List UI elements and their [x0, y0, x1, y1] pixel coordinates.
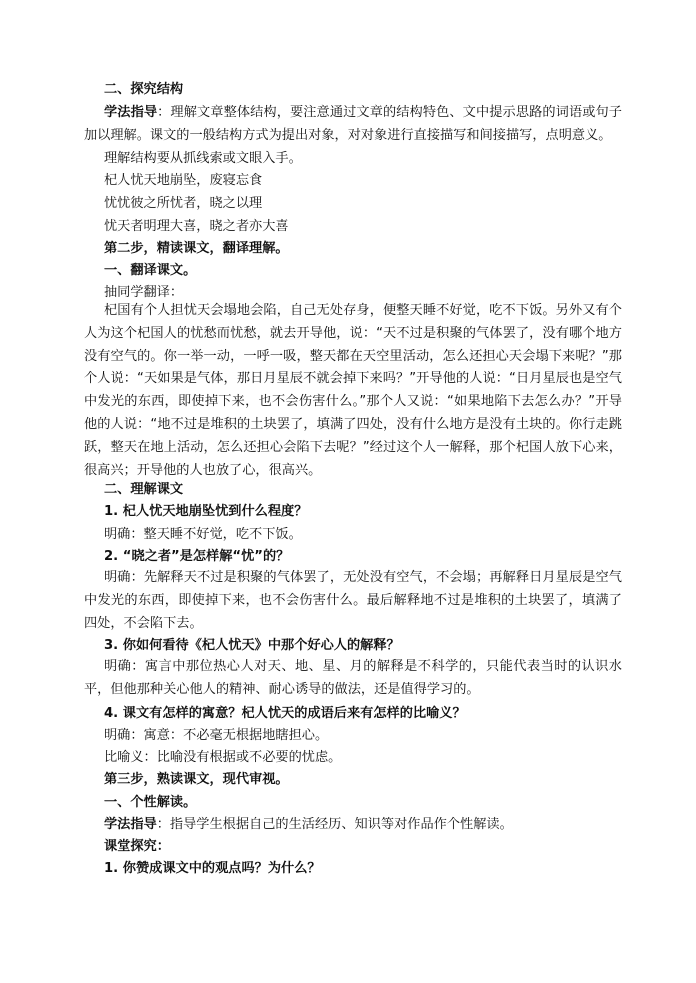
section-heading-translate: 一、翻译课文。: [104, 263, 197, 278]
section-heading-personal: 一、个性解读。: [104, 795, 197, 810]
study-guide-label: 学法指导: [104, 105, 158, 120]
question-2: 2. “晓之者”是怎样解“忧”的？: [104, 549, 290, 564]
answer-3: [84, 655, 622, 701]
step-two-title: 第二步，精读课文，翻译理解。: [104, 241, 289, 256]
question-3: 3. 你如何看待《杞人忧天》中那个好心人的解释？: [104, 638, 400, 653]
structure-line-3: 忧天者明理大喜，晓之者亦大喜: [104, 219, 289, 234]
structure-line-1: 杞人忧天地崩坠，废寝忘食: [104, 173, 263, 188]
answer-2-text: 明确：先解释天不过是积聚的气体罢了，无处没有空气，不会塌；再解释日月星辰是空气中发光的东西，即使掉下来，也不会伤害什么。最后解释地不过是堆积的土块罢了，填满了四处，不会陷下去。: [84, 570, 622, 631]
study-guide-personal: [104, 816, 513, 834]
study-guide-text: ：指导学生根据自己的生活经历、知识等对作品作个性解读。: [156, 817, 513, 832]
answer-4-metaphor: 比喻义：比喻没有根据或不必要的忧虑。: [104, 750, 342, 765]
section-heading-understand: 二、理解课文: [104, 482, 184, 497]
inquiry-label: 课堂探究：: [104, 839, 170, 854]
question-4: 4. 课文有怎样的寓意？杞人忧天的成语后来有怎样的比喻义？: [104, 706, 466, 721]
answer-3-text: 明确：寓言中那位热心人对天、地、星、月的解释是不科学的，只能代表当时的认识水平，但他那种关心他人的精神、耐心诱导的做法，还是值得学习的。: [84, 659, 622, 697]
study-guide-structure: [84, 102, 622, 147]
answer-2: [84, 566, 622, 635]
question-5: 1. 你赞成课文中的观点吗？为什么？: [104, 861, 321, 876]
study-guide-label: 学法指导: [104, 817, 157, 832]
translation-paragraph: [84, 300, 622, 482]
answer-1: 明确：整天睡不好觉，吃不下饭。: [104, 527, 302, 542]
structure-line-2: 忧忧彼之所忧者，晓之以理: [104, 196, 263, 211]
structure-note: 理解结构要从抓线索或文眼入手。: [104, 151, 302, 166]
question-1: 1. 杞人忧天地崩坠忧到什么程度？: [104, 504, 308, 519]
section-heading-structure: 二、探究结构: [104, 82, 184, 97]
step-three-title: 第三步，熟读课文，现代审视。: [104, 772, 289, 787]
translate-label: 抽同学翻译：: [104, 285, 184, 300]
study-guide-text: ：理解文章整体结构，要注意通过文章的结构特色、文中提示思路的词语或句子加以理解。课文的一般结构方式为提出对象，对对象进行直接描写和间接描写，点明意义。: [84, 105, 622, 143]
answer-4-meaning: 明确：寓意：不必毫无根据地瞎担心。: [104, 728, 329, 743]
translation-text: 杞国有个人担忧天会塌地会陷，自己无处存身，便整天睡不好觉，吃不下饭。另外又有个人为这个杞国人的忧愁而忧愁，就去开导他，说：“天不过是积聚的气体罢了，没有哪个地方没有空气的。你一举一动，一呼一吸，整天都在天空里活动，怎么还担心天会塌下来呢？”那个人说：“天如果是气体，那日月星辰不就会掉下来吗？”开导他的人说：“日月星辰也是空气中发光的东西，即使掉下来，也不会伤害什么。”那个人又说：“如果地陷下去怎么办？”开导他的人说：“地不过是堆积的土块罢了，填满了四处，没有什么地方是没有土块的。你行走跳跃，整天在地上活动，怎么还担心会陷下去呢？”经过这个人一解释，那个杞国人放下心来，很高兴；开导他的人也放了心，很高兴。: [84, 303, 622, 478]
